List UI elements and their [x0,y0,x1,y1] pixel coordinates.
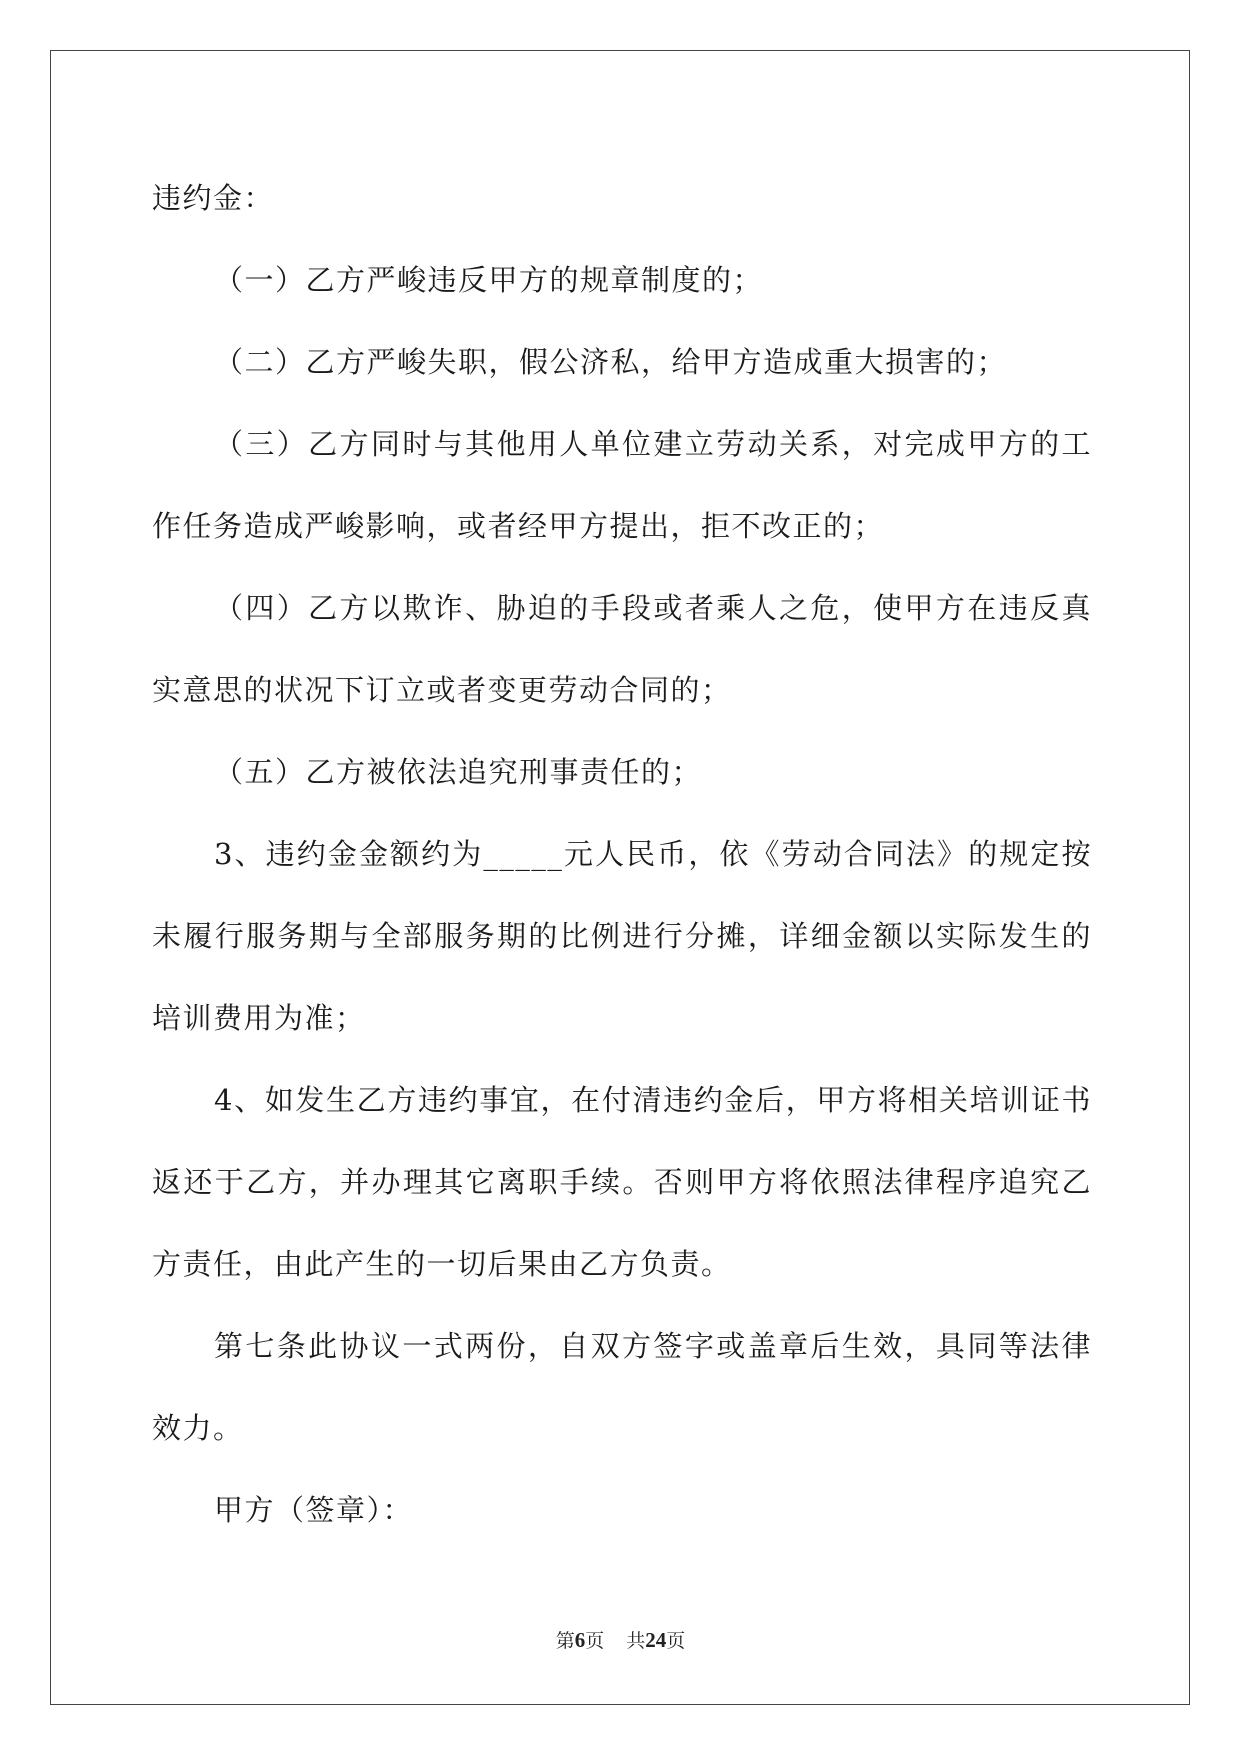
paragraph-line: 效力。 [152,1411,244,1445]
paragraph-line: 实意思的状况下订立或者变更劳动合同的； [152,673,732,707]
page-number: 6 [574,1628,586,1652]
paragraph-line: 方责任，由此产生的一切后果由乙方负责。 [152,1247,732,1281]
page-suffix: 页 [585,1630,605,1652]
paragraph-line: （五）乙方被依法追究刑事责任的； [214,755,703,789]
total-pages: 24 [645,1628,667,1652]
paragraph-line: 培训费用为准； [152,1001,366,1035]
paragraph-line: （四）乙方以欺诈、胁迫的手段或者乘人之危，使甲方在违反真 [214,591,1092,625]
paragraph-line: （三）乙方同时与其他用人单位建立劳动关系，对完成甲方的工 [214,427,1092,461]
paragraph-line: 未履行服务期与全部服务期的比例进行分摊，详细金额以实际发生的 [152,919,1092,953]
paragraph-line: 违约金： [152,181,275,215]
paragraph-line: 4、如发生乙方违约事宜，在付清违约金后，甲方将相关培训证书 [214,1083,1092,1117]
paragraph-line: 返还于乙方，并办理其它离职手续。否则甲方将依照法律程序追究乙 [152,1165,1092,1199]
paragraph-line: 3、违约金金额约为_____元人民币，依《劳动合同法》的规定按 [214,837,1092,871]
paragraph-line: 作任务造成严峻影响，或者经甲方提出，拒不改正的； [152,509,885,543]
paragraph-line: 甲方（签章）： [214,1493,414,1527]
paragraph-line: （一）乙方严峻违反甲方的规章制度的； [214,263,764,297]
paragraph-line: 第七条此协议一式两份，自双方签字或盖章后生效，具同等法律 [214,1329,1092,1363]
document-body [152,157,1092,1551]
page-footer [0,1628,1241,1653]
page-prefix: 第 [555,1630,575,1652]
paragraph-line: （二）乙方严峻失职，假公济私，给甲方造成重大损害的； [214,345,1008,379]
total-suffix: 页 [666,1630,686,1652]
total-prefix: 共 [626,1630,646,1652]
